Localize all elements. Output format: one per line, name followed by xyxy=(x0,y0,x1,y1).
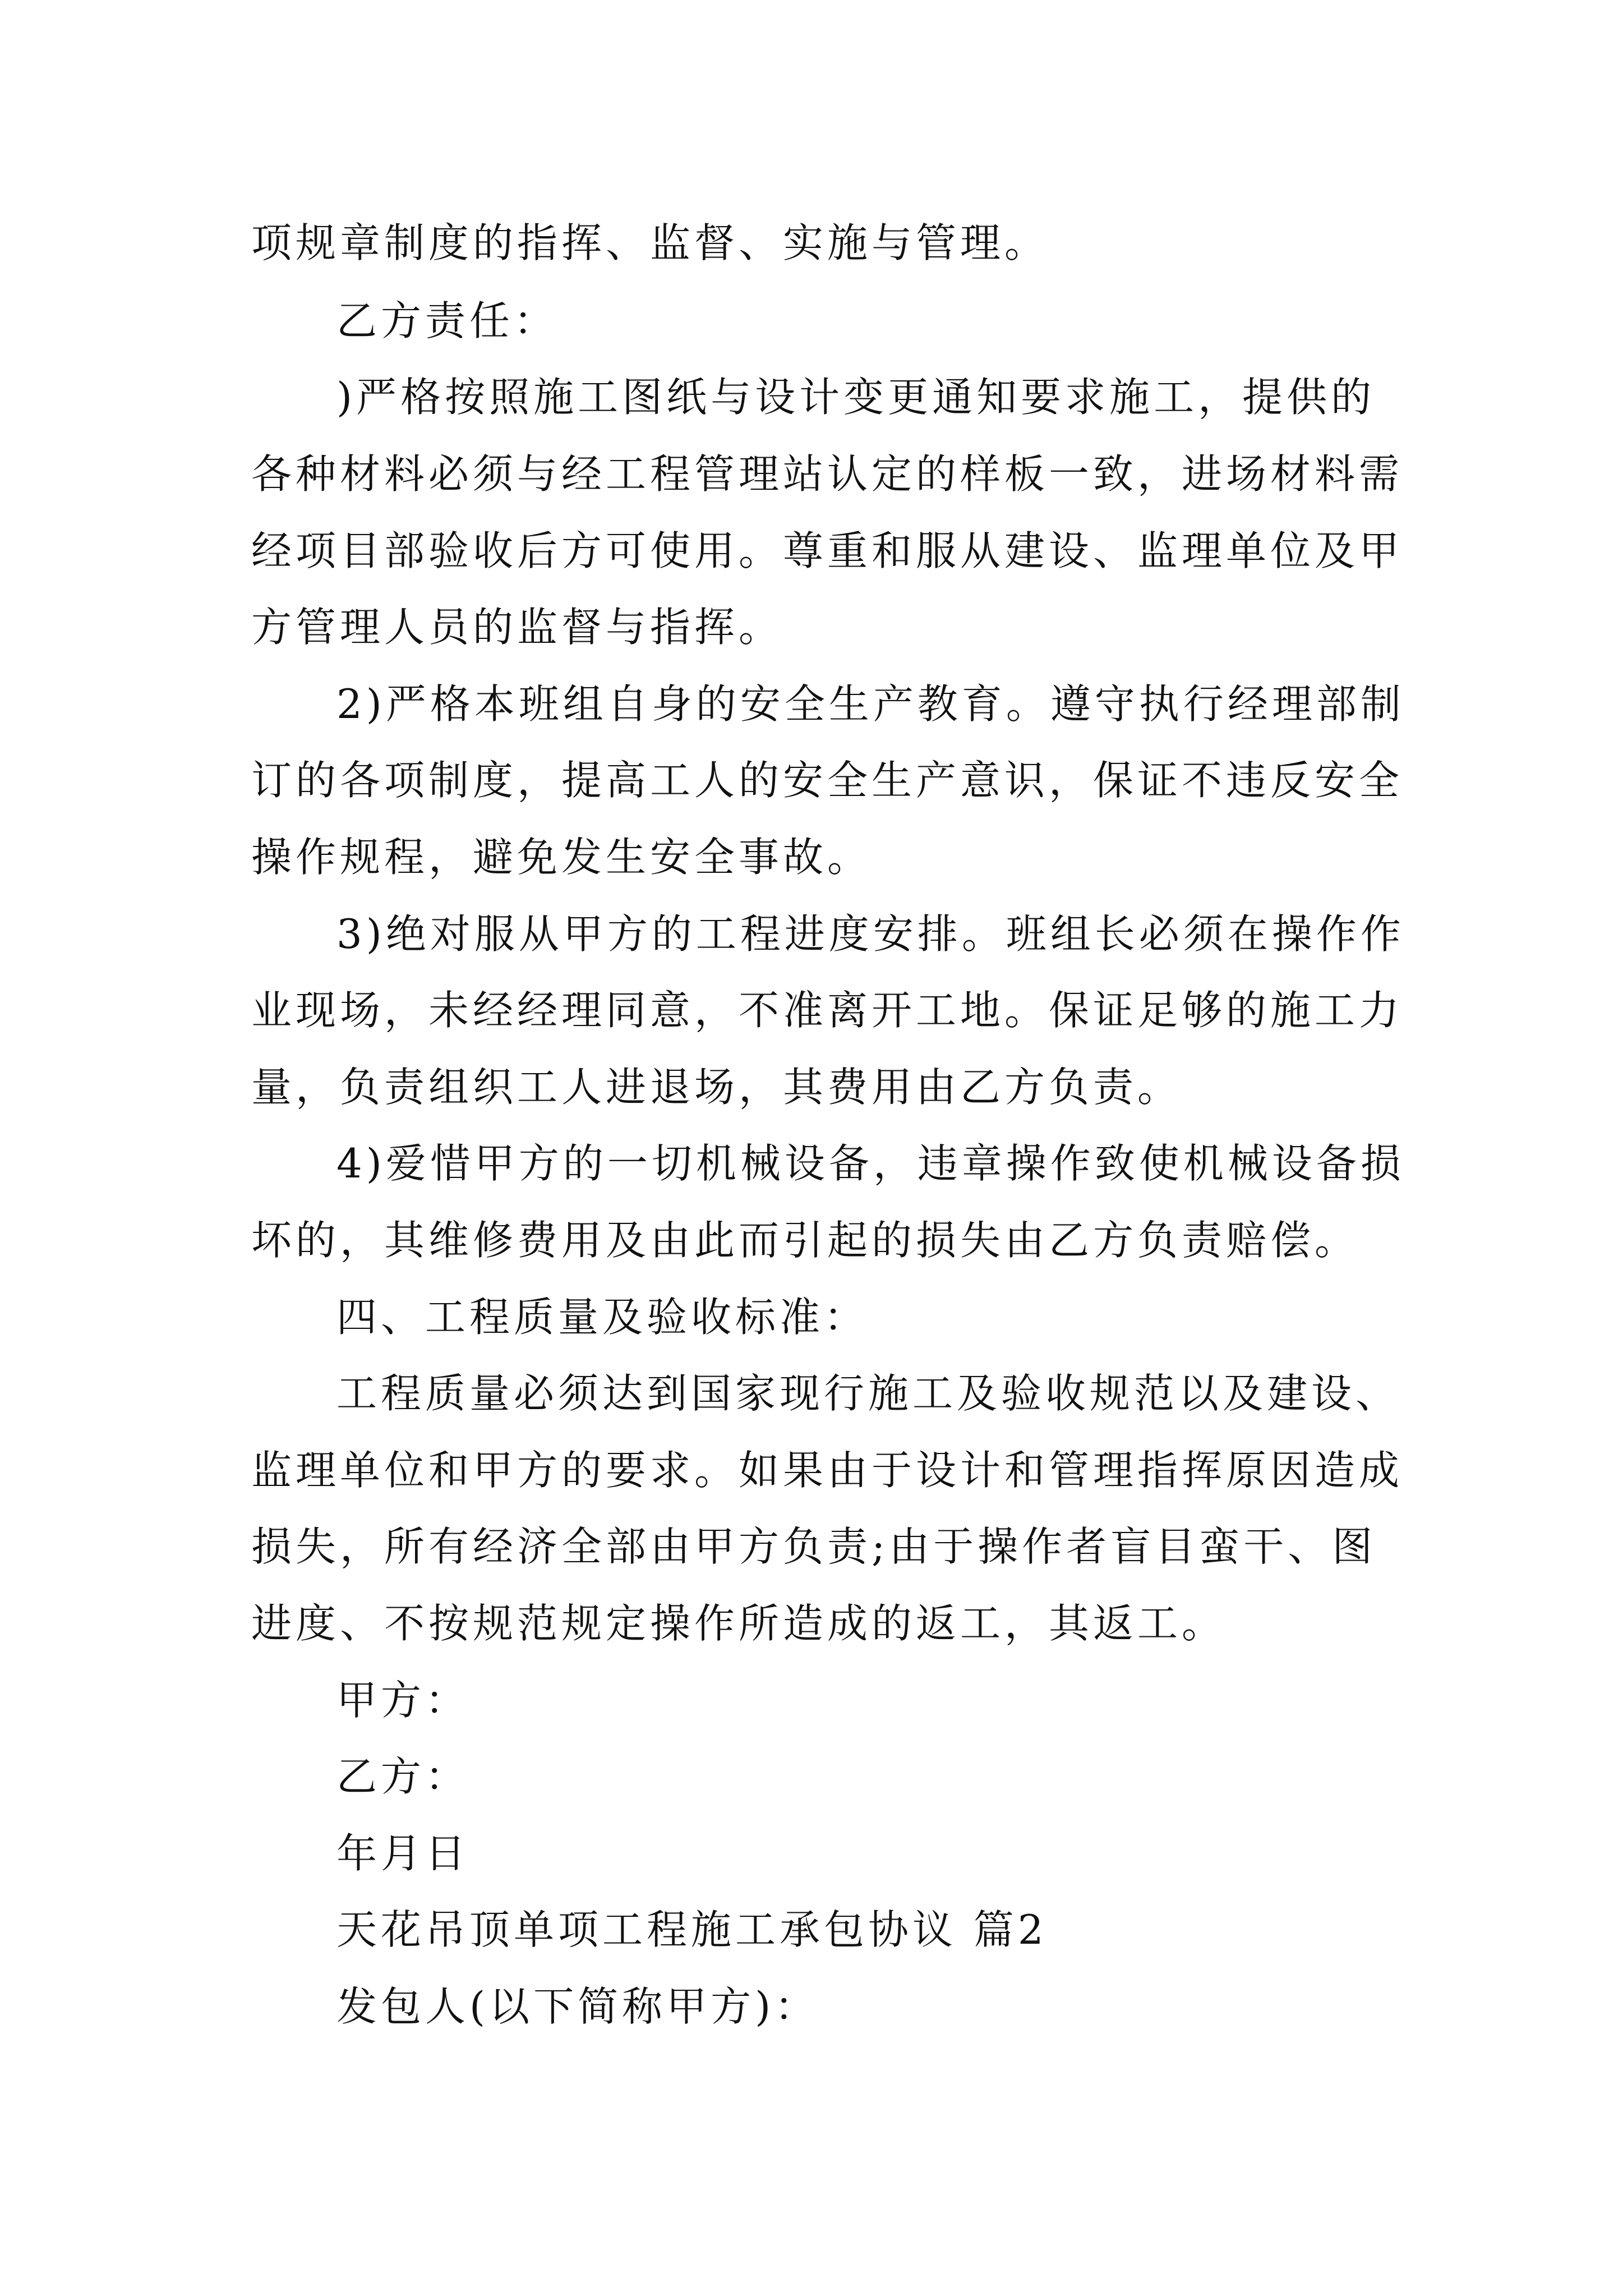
text-line: 2)严格本班组自身的安全生产教育。遵守执行经理部制 xyxy=(336,680,1405,728)
text-line: 项规章制度的指挥、监督、实施与管理。 xyxy=(251,219,1049,266)
text-line: 4)爱惜甲方的一切机械设备，违章操作致使机械设备损 xyxy=(336,1140,1405,1187)
section-heading: 四、工程质量及验收标准： xyxy=(336,1294,869,1341)
text-line: 进度、不按规范规定操作所造成的返工，其返工。 xyxy=(251,1600,1227,1647)
document-title: 天花吊顶单项工程施工承包协议 篇2 xyxy=(336,1906,1048,1953)
text-line: 工程质量必须达到国家现行施工及验收规范以及建设、 xyxy=(336,1370,1400,1417)
signature-date: 年月日 xyxy=(336,1830,470,1877)
text-line: 发包人(以下简称甲方)： xyxy=(336,1983,819,2030)
text-line: 3)绝对服从甲方的工程进度安排。班组长必须在操作作 xyxy=(336,910,1405,958)
signature-party-b: 乙方： xyxy=(336,1753,470,1800)
text-line: 经项目部验收后方可使用。尊重和服从建设、监理单位及甲 xyxy=(251,527,1404,574)
signature-party-a: 甲方： xyxy=(336,1677,470,1724)
text-line: 坏的，其维修费用及由此而引起的损失由乙方负责赔偿。 xyxy=(251,1217,1359,1264)
text-line: 方管理人员的监督与指挥。 xyxy=(251,604,783,651)
text-line: 业现场，未经经理同意，不准离开工地。保证足够的施工力 xyxy=(251,987,1404,1034)
text-line: )严格按照施工图纸与设计变更通知要求施工，提供的 xyxy=(336,374,1376,421)
text-line: 损失，所有经济全部由甲方负责;由于操作者盲目蛮干、图 xyxy=(251,1523,1377,1570)
text-line: 操作规程，避免发生安全事故。 xyxy=(251,834,872,881)
text-line: 乙方责任： xyxy=(336,297,559,344)
text-line: 监理单位和甲方的要求。如果由于设计和管理指挥原因造成 xyxy=(251,1447,1404,1494)
text-line: 订的各项制度，提高工人的安全生产意识，保证不违反安全 xyxy=(251,757,1404,804)
text-line: 各种材料必须与经工程管理站认定的样板一致，进场材料需 xyxy=(251,450,1404,498)
text-line: 量，负责组织工人进退场，其费用由乙方负责。 xyxy=(251,1064,1182,1111)
